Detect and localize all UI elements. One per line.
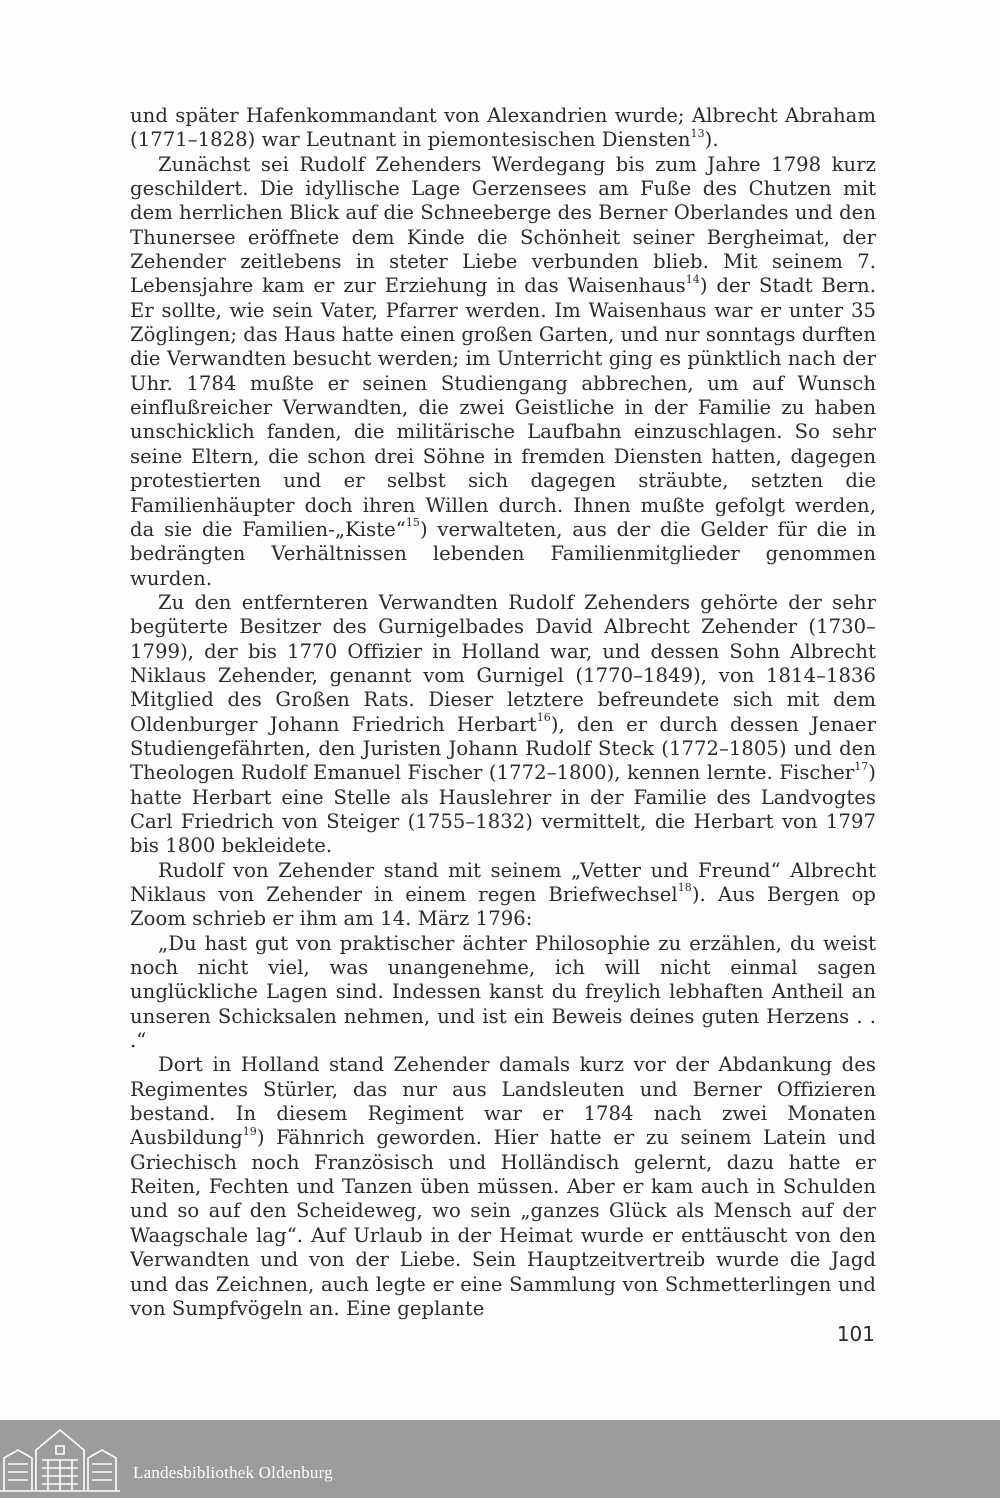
page-number: 101 <box>836 1322 875 1346</box>
footnote-marker: 18 <box>677 881 692 895</box>
paragraph-4 <box>130 859 876 932</box>
text-run: ) hatte Herbart eine Stelle als Hauslehrer in der Familie des Landvogtes Carl Friedrich von Steiger (1755–1832) vermittelt, die Herbart von 1797 bis 1800 bekleidete. <box>130 761 876 858</box>
quotation-paragraph <box>130 932 876 1054</box>
footnote-marker: 15 <box>405 516 420 530</box>
text-run: ) Fähnrich geworden. Hier hatte er zu seinem Latein und Griechisch noch Französisch und Holländisch gelernt, dazu hatte er Reiten, Fechten und Tanzen üben müssen. Aber er kam auch in Schulden und so auf den Scheideweg, wo sein „ganzes Glück als Mensch auf der Waagschale lag“. Auf Urlaub in der Heimat wurde er enttäuscht von den Verwandten und von der Liebe. Sein Hauptzeitvertreib wurde die Jagd und das Zeichnen, auch legte er eine Sammlung von Schmetterlingen und von Sumpfvögeln an. Eine geplante <box>130 1126 876 1320</box>
paragraph-3 <box>130 591 876 859</box>
text-run: und später Hafenkommandant von Alexandrien wurde; Albrecht Abraham (1771–1828) war Leutnant in piemontesischen Diensten <box>130 104 876 152</box>
text-run: ). Aus Bergen op Zoom schrieb er ihm am 14. März 1796: <box>130 883 877 931</box>
text-run: Dort in Holland stand Zehender damals kurz vor der Abdankung des Regimentes Stürler, das nur aus Landsleuten und Berner Offizieren bestand. In diesem Regiment war er 1784 nach zwei Monaten Ausbildung <box>130 1053 876 1150</box>
text-run: Zu den entfernteren Verwandten Rudolf Zehenders gehörte der sehr begüterte Besitzer des Gurnigelbades David Albrecht Zehender (1730–1799), der bis 1770 Offizier in Holland war, und dessen Sohn Albrecht Niklaus Zehender, genannt vom Gurnigel (1770–1849), von 1814–1836 Mitglied des Großen Rats. Dieser letztere befreundete sich mit dem Oldenburger Johann Friedrich Herbart <box>130 590 876 736</box>
footer-bar <box>0 1420 1000 1498</box>
footnote-marker: 14 <box>685 272 700 286</box>
text-run: Zunächst sei Rudolf Zehenders Werdegang bis zum Jahre 1798 kurz geschildert. Die idyllische Lage Gerzensees am Fuße des Chutzen mit dem herrlichen Blick auf die Schneeberge des Berner Oberlandes und den Thunersee eröffnete dem Kinde die Schönheit seiner Bergheimat, der Zehender zeitlebens in steter Liebe verbunden blieb. Mit seinem 7. Lebensjahre kam er zur Erziehung in das Waisenhaus <box>130 152 876 298</box>
text-run: ) der Stadt Bern. Er sollte, wie sein Vater, Pfarrer werden. Im Waisenhaus war er unter 35 Zöglingen; das Haus hatte einen großen Garten, und nur sonntags durften die Verwandten besucht werden; im Unterricht ging es pünktlich nach der Uhr. 1784 mußte er seinen Studiengang abbrechen, um auf Wunsch einflußreicher Verwandten, die zwei Geistliche in der Familie zu haben unschicklich fanden, die militärische Laufbahn einzuschlagen. So sehr seine Eltern, die schon drei Söhne in fremden Diensten hatten, dagegen protestierten und er selbst sich dagegen sträubte, setzten die Familienhäupter doch ihren Willen durch. Ihnen mußte gefolgt werden, da sie die Familien-„Kiste“ <box>130 274 876 541</box>
text-run: „Du hast gut von praktischer ächter Philosophie zu erzählen, du weist noch nicht viel, was unangenehme, ich will nicht einmal sagen unglückliche Lagen sind. Indessen kanst du freylich lebhaften Antheil an unseren Schicksalen nehmen, und ist ein Beweis deines guten Herzens . . .“ <box>130 931 876 1053</box>
footer-library-name: Landesbibliothek Oldenburg <box>133 1463 333 1482</box>
footnote-marker: 19 <box>242 1124 257 1138</box>
paragraph-2 <box>130 153 876 591</box>
body-text <box>130 104 876 1321</box>
footnote-marker: 16 <box>536 711 551 725</box>
text-run: ) verwalteten, aus der die Gelder für die in bedrängten Verhältnissen lebenden Familienmitglieder genommen wurden. <box>130 517 876 590</box>
paragraph-6 <box>130 1053 876 1321</box>
library-building-icon <box>0 1424 120 1494</box>
text-run: Rudolf von Zehender stand mit seinem „Vetter und Freund“ Albrecht Niklaus von Zehender in einem regen Briefwechsel <box>130 858 876 906</box>
text-run: ), den er durch dessen Jenaer Studiengefährten, den Juristen Johann Rudolf Steck (1772–1805) und den Theologen Rudolf Emanuel Fischer (1772–1800), kennen lernte. Fischer <box>130 712 876 785</box>
footnote-marker: 13 <box>690 126 705 140</box>
paragraph-1 <box>130 104 876 153</box>
text-run: ). <box>704 128 719 152</box>
footnote-marker: 17 <box>854 759 869 773</box>
